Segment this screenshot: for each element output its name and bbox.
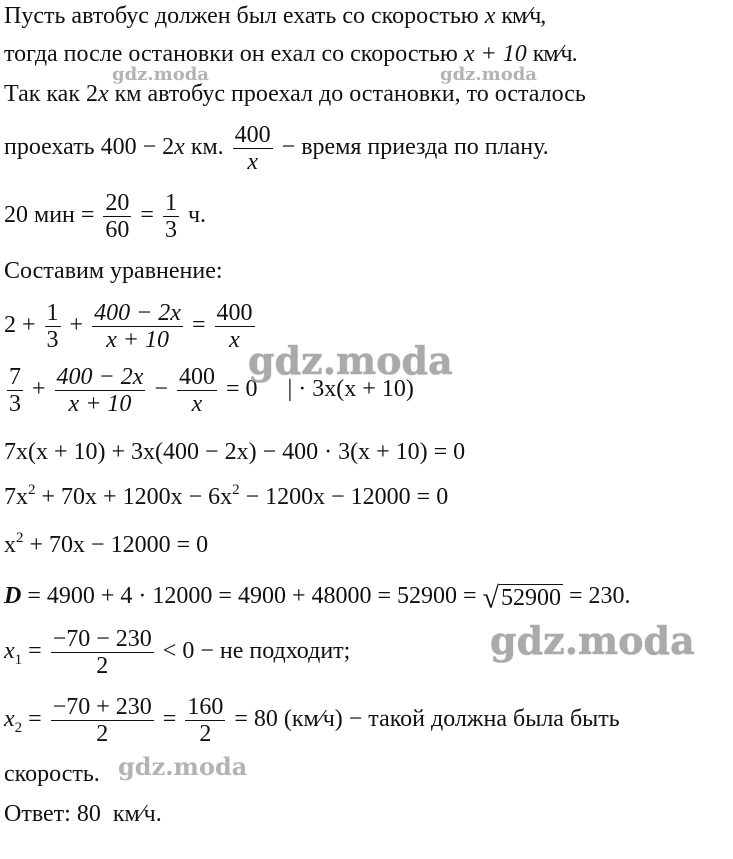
square-root: √52900 bbox=[482, 581, 562, 615]
watermark: gdz.moda bbox=[118, 752, 248, 781]
text-line-5: 20 мин = $\frac{20}{60}$ = $\frac{1}{3}$ ч. bbox=[4, 190, 207, 243]
fraction-400-2x-eq2: $\frac{400 - 2x}{x + 10}$ bbox=[56, 364, 144, 417]
equation-4: $7x^2 + 70x + 1200x - 6x^2 - 1200x - 12000 = 0$ bbox=[4, 482, 449, 510]
fraction-x1: $\frac{-70 - 230}{2}$ bbox=[52, 626, 152, 679]
fraction-x2: $\frac{-70 + 230}{2}$ bbox=[52, 694, 152, 747]
fraction-400-x-eq1: $\frac{400}{x}$ bbox=[216, 300, 253, 353]
text-line-4: проехать 400 − 2x км. $\frac{400}{x}$ − время приезда по плану. bbox=[4, 122, 549, 175]
fraction-1-3: $\frac{1}{3}$ bbox=[164, 190, 177, 243]
text-line-6: Составим уравнение: bbox=[4, 258, 223, 284]
text-line-2: тогда после остановки он ехал со скоростью x + 10 км⁄ч. bbox=[4, 41, 577, 67]
text-line-3: Так как 2x км автобус проехал до остановки, то осталось bbox=[4, 81, 586, 107]
fraction-400-over-x: $\frac{400}{x}$ bbox=[234, 122, 271, 175]
equation-3: 7x(x + 10) + 3x(400 − 2x) − 400 · 3(x + 10) = 0 bbox=[4, 439, 466, 465]
watermark: gdz.moda bbox=[440, 64, 537, 85]
watermark: gdz.moda bbox=[490, 618, 695, 663]
fraction-7-3: $\frac{7}{3}$ bbox=[9, 364, 21, 417]
discriminant-line: D = 4900 + 4 · 12000 = 4900 + 48000 = 52900 = √52900 = 230. bbox=[4, 581, 631, 615]
root-x2-line: $x_2$ = $\frac{-70 + 230}{2}$ = $\frac{160}{2}$ = 80 (км⁄ч) − такой должна была быть bbox=[4, 694, 620, 747]
watermark: gdz.moda bbox=[248, 338, 453, 383]
answer-line: Ответ: 80 км⁄ч. bbox=[4, 801, 162, 827]
watermark: gdz.moda bbox=[112, 64, 209, 85]
root-x1-line: $x_1$ = $\frac{-70 - 230}{2}$ < 0 − не подходит; bbox=[4, 626, 351, 679]
fraction-400-2x-eq1: $\frac{400 - 2x}{x + 10}$ bbox=[94, 300, 181, 353]
fraction-400-x-eq2: $\frac{400}{x}$ bbox=[178, 364, 215, 417]
equation-5: $x^2 + 70x - 12000 = 0$ bbox=[4, 530, 209, 558]
equation-1: 2 + $\frac{1}{3}$ + $\frac{400 - 2x}{x + 10}$ = $\frac{400}{x}$ bbox=[4, 300, 253, 353]
equation-2: $\frac{7}{3}$ + $\frac{400 - 2x}{x + 10}$ − $\frac{400}{x}$ = 0 | · 3x(x + 10) bbox=[9, 364, 414, 417]
fraction-160-2: $\frac{160}{2}$ bbox=[187, 694, 224, 747]
text-line-1: Пусть автобус должен был ехать со скоростью x км⁄ч, bbox=[4, 3, 546, 29]
text-line-speed: скорость. bbox=[4, 761, 100, 787]
fraction-20-60: $\frac{20}{60}$ bbox=[105, 190, 130, 243]
fraction-1-3-eq1: $\frac{1}{3}$ bbox=[46, 300, 59, 353]
